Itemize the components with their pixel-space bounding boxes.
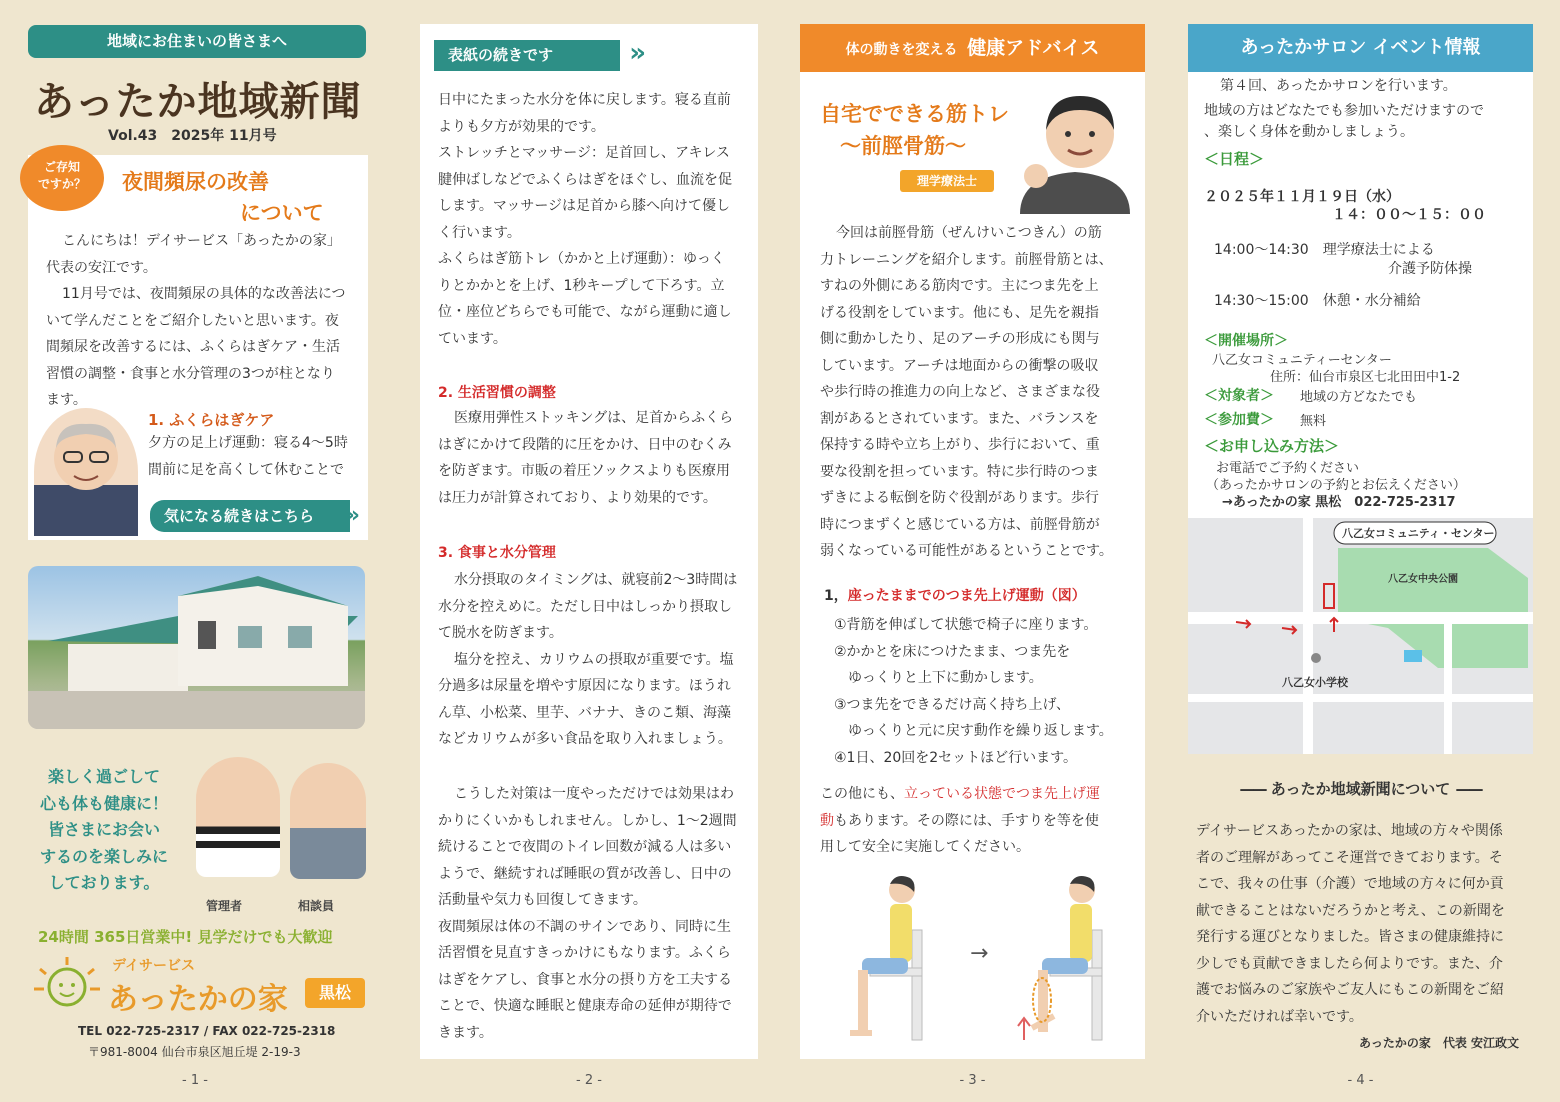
section-1-heading: 1. ふくらはぎケア <box>148 411 275 429</box>
exercise-intro: 今回は前脛骨筋（ぜんけいこつきん）の筋 力トレーニングを紹介します。前脛骨筋とは、 すねの外側にある筋肉です。主につま先を上 げる役割をしています。他にも、足先を親指 側に動かしたり、足のアーチの形成にも関与 しています。アーチは地面からの衝撃の吸収 や歩行時の推進力の向上など、さまざまな役 割があるとされています。また、バランスを 保持する時や立ち上がり、歩行において、重 要な役割を担っています。特に歩行時のつま ずきによる転倒を防ぐ役割があります。歩行 時につまずくと感じている方は、前脛骨筋が 弱くなっている可能性があるということです。 <box>820 225 1113 559</box>
manager-label: 管理者 <box>206 899 243 913</box>
target-value: 地域の方どなたでも <box>1300 390 1418 405</box>
seated-figure-after <box>1018 876 1102 1040</box>
signature: あったかの家 代表 安江政文 <box>1358 1036 1519 1050</box>
schedule-item-1-detail: 介護予防体操 <box>1388 261 1472 277</box>
exercise-heading: 1，座ったままでのつま先上げ運動（図） <box>824 588 1086 604</box>
event-time: １４：００〜１５：００ <box>1332 207 1486 223</box>
issue-volume: Vol.43 2025年 11月号 <box>108 128 277 144</box>
event-date: ２０２５年１１月１９日（水） <box>1204 189 1400 205</box>
exercise-title: 自宅でできる筋トレ <box>820 102 1009 126</box>
contact-tel: TEL 022-725-2317 / FAX 022-725-2318 <box>78 1024 336 1038</box>
exercise-subtitle: 〜前脛骨筋〜 <box>840 134 966 158</box>
page-2 <box>420 0 758 1102</box>
did-you-know-badge: ご存知 ですか？ <box>20 145 104 211</box>
therapist-illustration <box>1010 84 1140 214</box>
chevron-right-icon: » <box>629 38 646 68</box>
event-intro: 第４回、あったかサロンを行います。 地域の方はどなたでも参加いただけますので 、楽しく身体を動かしましょう。 <box>1204 78 1484 140</box>
map-park-label: 八乙女中央公園 <box>1388 574 1458 585</box>
map-callout-label: 八乙女コミュニティ・センター <box>1342 527 1495 540</box>
audience-banner: 地域にお住まいの皆さまへ <box>28 25 366 58</box>
health-advice-header: 体の動きを変える 健康アドバイス <box>800 24 1145 72</box>
page-3 <box>800 0 1145 1102</box>
venue-heading: ＜開催場所＞ <box>1204 333 1288 349</box>
building-image <box>28 566 365 729</box>
section-1-text: 夕方の足上げ運動：寝る4〜5時 間前に足を高くして休むことで <box>148 435 348 478</box>
event-header: あったかサロン イベント情報 <box>1188 24 1533 72</box>
venue-map[interactable] <box>1188 518 1533 754</box>
apply-line-2: （あったかサロンの予約とお伝えください） <box>1206 478 1466 493</box>
counselor-avatar <box>290 763 366 879</box>
page-number: - 4 - <box>1347 1073 1374 1088</box>
seated-figure-before <box>850 876 922 1040</box>
section-2-text: 医療用弾性ストッキングは、足首からふくら はぎにかけて段階的に圧をかけ、日中のむくみ を防ぎます。市販の着圧ソックスよりも医療用 は圧力が計算されており、より効果的です。 <box>438 410 734 506</box>
section-1-continued: 日中にたまった水分を体に戻します。寝る直前 よりも夕方が効果的です。 ストレッチとマッサージ：足首回し、アキレス 腱伸ばしなどでふくらはぎをほぐし、血流を促 します。マッサージは足首から膝へ向けて優し く行います。 ふくらはぎ筋トレ（かかと上げ運動）：ゆっく りとかかとを上げ、1秒キープして下ろす。立 位・座位どちらでも可能で、ながら運動に適し ています。 <box>438 92 732 347</box>
contact-address: 〒981-8004 仙台市泉区旭丘堤 2-19-3 <box>88 1045 301 1059</box>
author-avatar <box>34 408 138 536</box>
masthead: あったか地域新聞 <box>34 78 362 125</box>
feature-title-1: 夜間頻尿の改善 <box>122 170 269 194</box>
fee-value: 無料 <box>1300 414 1327 429</box>
chevron-right-icon: » <box>345 503 360 528</box>
continuation-header: 表紙の続きです » <box>434 40 620 71</box>
schedule-heading: ＜日程＞ <box>1204 150 1265 168</box>
page-4 <box>1188 0 1533 1102</box>
branch-badge: 黒松 <box>305 978 365 1008</box>
target-heading: ＜対象者＞ <box>1204 388 1274 404</box>
page-1 <box>0 0 390 1102</box>
logo-subtitle: デイサービス <box>112 958 196 974</box>
conclusion-text: こうした対策は一度やっただけでは効果はわ かりにくいかもしれません。しかし、1〜2週間 続けることで夜間のトイレ回数が減る人は多い ようで、継続すれば睡眠の質が改善し、日中の 活動量や気力も回復してきます。 夜間頻尿は体の不調のサインであり、同時に生 活習慣を見直すきっかけにもなります。ふくら はぎをケアし、食事と水分の摂り方を工夫する ことで、快適な睡眠と健康寿命の延伸が期待で きます。 <box>438 786 737 1041</box>
exercise-steps: ①背筋を伸ばして状態で椅子に座ります。 ②かかとを床につけたまま、つま先を ゆっくりと上下に動かします。 ③つま先をできるだけ高く持ち上げ、 ゆっくりと元に戻す動作を繰り返します。 ④1日、20回を2セットほど行います。 <box>834 617 1113 766</box>
page-number: - 2 - <box>576 1073 602 1088</box>
facility-photo <box>28 566 365 729</box>
schedule-item-1: 14:00〜14:30 理学療法士による <box>1214 242 1435 258</box>
therapist-tag: 理学療法士 <box>900 170 994 192</box>
about-heading: —— あったか地域新聞について —— <box>1239 780 1482 798</box>
feature-intro: こんにちは！デイサービス「あったかの家」 代表の安江です。 11月号では、夜間頻尿の具体的な改善法につ いて学んだことをご紹介したいと思います。夜 間頻尿を改善するには、ふくらはぎケア・生活 習慣の調整・食事と水分管理の3つが柱となり ます。 <box>46 233 346 408</box>
apply-line-1: お電話でご予約ください <box>1216 461 1360 476</box>
manager-avatar <box>196 757 280 877</box>
section-2-heading: 2. 生活習慣の調整 <box>438 385 556 401</box>
apply-heading: ＜お申し込み方法＞ <box>1204 437 1340 455</box>
page-number: - 1 - <box>182 1073 208 1088</box>
counselor-label: 相談員 <box>298 899 335 913</box>
schedule-item-2: 14:30〜15:00 休憩・水分補給 <box>1214 293 1421 309</box>
read-more-button[interactable]: 気になる続きはこちら » <box>150 500 350 532</box>
section-3-text: 水分摂取のタイミングは、就寝前2〜3時間は 水分を控えめに。ただし日中はしっかり摂取し て脱水を防ぎます。 塩分を控え、カリウムの摂取が重要です。塩 分過多は尿量を増やす原因になります。ほうれ ん草、小松菜、里芋、バナナ、きのこ類、海藻 などカリウムが多い食品を取り入れましょう。 <box>438 572 738 747</box>
feature-title-2: について <box>240 201 324 225</box>
fee-heading: ＜参加費＞ <box>1204 412 1274 428</box>
sun-logo-icon <box>32 955 102 1019</box>
section-3-heading: 3. 食事と水分管理 <box>438 545 556 561</box>
about-text: デイサービスあったかの家は、地域の方々や関係 者のご理解があってこそ運営できております。そ こで、我々の仕事（介護）で地域の方々に何か貢 献できることはないだろうかと考え、この新聞を 発行する運びとなりました。皆さまの健康維持に 少しでも貢献できましたら何よりです。また、介 護でお悩みのご家族やご友人にもこの新聞をご紹 介いただければ幸いです。 <box>1196 823 1505 1025</box>
staff-greeting: 楽しく過ごして 心も体も健康に！ 皆さまにお会い するのを楽しみに しております。 <box>40 767 169 892</box>
therapist-avatar <box>1010 84 1140 218</box>
exercise-illustration <box>840 870 1130 1054</box>
venue-address: 住所：仙台市泉区七北田田中1-2 <box>1270 370 1461 385</box>
venue-name: 八乙女コミュニティーセンター <box>1212 353 1392 368</box>
page-number: - 3 - <box>959 1073 986 1088</box>
author-face-icon <box>34 408 138 536</box>
opening-hours: 24時間 365日営業中! 見学だけでも大歓迎 <box>38 928 333 946</box>
map-school-label: 八乙女小学校 <box>1282 676 1348 689</box>
logo-name: あったかの家 <box>108 982 288 1017</box>
arrow-right-icon: → <box>970 941 989 966</box>
apply-phone: →あったかの家 黒松 022-725-2317 <box>1222 495 1456 510</box>
safety-note: この他にも、立っている状態でつま先上げ運 動もあります。その際には、手すりを等を使 用して安全に実施してください。 <box>820 786 1100 855</box>
